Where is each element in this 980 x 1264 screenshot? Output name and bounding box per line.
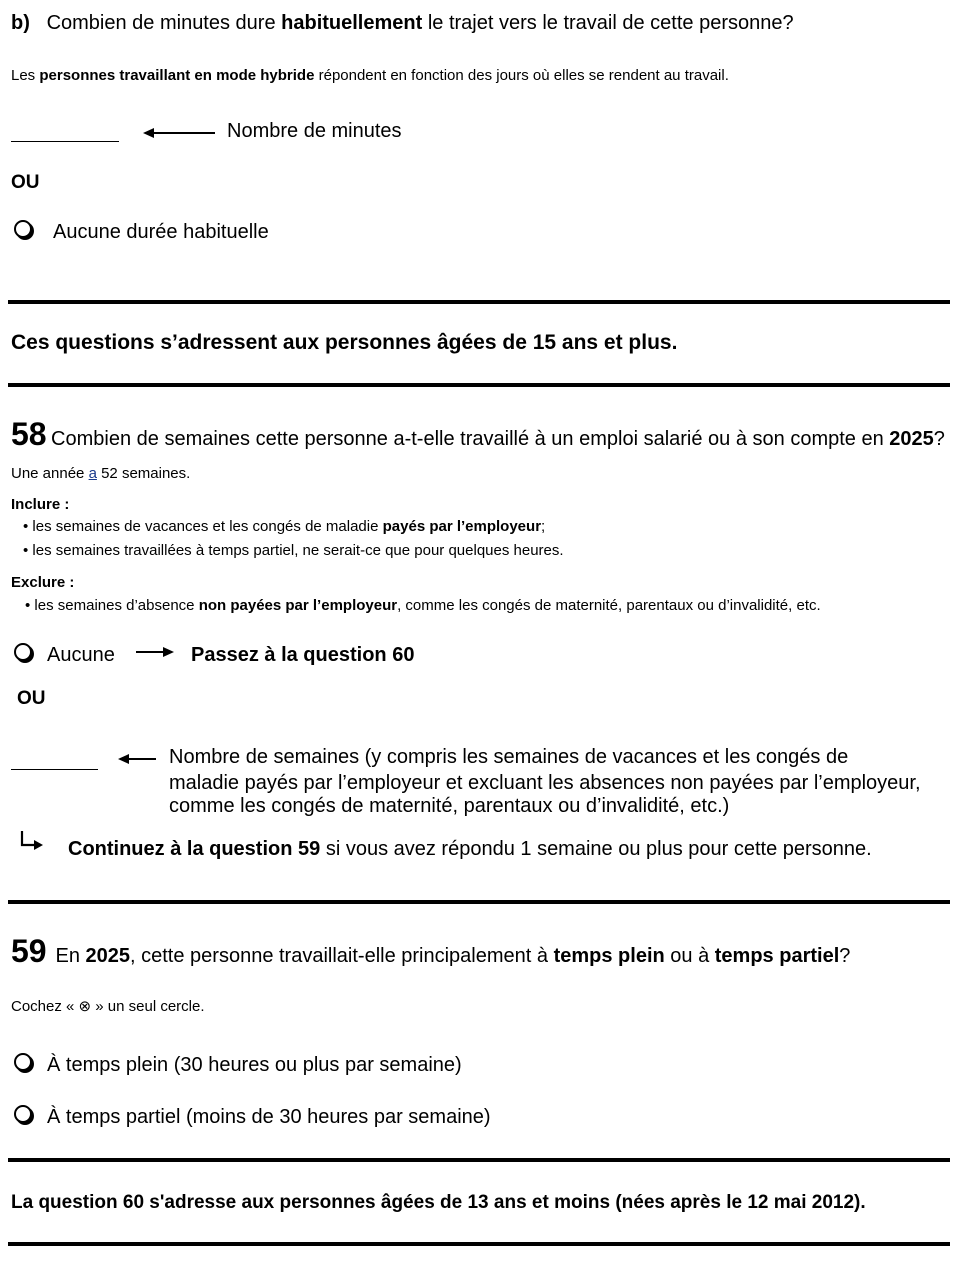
q57b-label: b)	[11, 12, 30, 34]
q58-include-item-2: • les semaines travaillées à temps partiel, ne serait-ce que pour quelques heures.	[23, 542, 564, 559]
q58-year: 2025	[889, 428, 934, 450]
q59-text-1: En	[55, 945, 86, 967]
radio-part-time[interactable]	[14, 1105, 32, 1123]
q59-text-2: , cette personne travaillait-elle principalement à	[130, 945, 554, 967]
q57b-text-2: le trajet vers le travail de cette personne?	[422, 12, 794, 34]
weeks-input[interactable]	[11, 769, 98, 770]
skip-to-q60: Passez à la question 60	[191, 644, 415, 666]
q57b-note-1: Les	[11, 67, 40, 84]
q57b-note	[11, 67, 729, 84]
q58-note	[11, 465, 190, 482]
q57b-text-1: Combien de minutes dure	[46, 12, 282, 34]
divider	[8, 900, 950, 904]
option-no-weeks: Aucune	[47, 644, 115, 666]
q58-text-2: ?	[933, 428, 945, 450]
q59-text-3: ou à	[664, 945, 715, 967]
q58-note-1: Une année	[11, 465, 89, 482]
q58-text-1: Combien de semaines cette personne a-t-elle travaillé à un emploi salarié ou à son compte en	[51, 428, 890, 450]
q58-or: OU	[17, 688, 46, 709]
radio-no-weeks[interactable]	[14, 643, 32, 661]
divider	[8, 383, 950, 387]
q57b-note-bold: personnes travaillant en mode hybride	[39, 67, 315, 84]
banner-15-plus: Ces questions s’adressent aux personnes âgées de 15 ans et plus.	[11, 331, 678, 354]
q58-number: 58	[11, 416, 47, 452]
q59-year: 2025	[85, 945, 131, 967]
q57b-text-bold: habituellement	[281, 12, 423, 34]
arrow-left-icon	[143, 126, 217, 140]
continue-rest: si vous avez répondu 1 semaine ou plus pour cette personne.	[320, 838, 872, 860]
q58-include-label: Inclure :	[11, 496, 70, 513]
q58-include-item-1	[23, 518, 545, 535]
continue-bold: Continuez à la question 59	[68, 838, 321, 860]
divider	[8, 1158, 950, 1162]
divider	[8, 300, 950, 304]
divider	[8, 1242, 950, 1246]
option-full-time: À temps plein (30 heures ou plus par semaine)	[47, 1054, 462, 1076]
q59-bold-2: temps partiel	[714, 945, 840, 967]
arrow-right-icon	[136, 645, 176, 659]
minutes-input[interactable]	[11, 141, 119, 142]
q59-bold-1: temps plein	[553, 945, 665, 967]
q58-note-link[interactable]: a	[88, 465, 97, 482]
q59-instruction: Cochez « ⊗ » un seul cercle.	[11, 998, 205, 1015]
q59-number: 59	[11, 933, 47, 969]
q57b-note-2: répondent en fonction des jours où elles se rendent au travail.	[314, 67, 729, 84]
weeks-label-line-3: comme les congés de maternité, parentaux ou d’invalidité, etc.)	[169, 795, 730, 817]
option-no-usual-duration: Aucune durée habituelle	[53, 221, 269, 243]
q58-include-1b: payés par l’employeur	[382, 518, 542, 535]
q57b-or: OU	[11, 172, 40, 193]
q58-exclude-item-1	[25, 597, 821, 614]
banner-13-under: La question 60 s'adresse aux personnes âgées de 13 ans et moins (nées après le 12 mai 2012).	[11, 1192, 866, 1213]
q58-include-1a: • les semaines de vacances et les congés de maladie	[23, 518, 383, 535]
q58-exclude-1c: , comme les congés de maternité, parentaux ou d’invalidité, etc.	[397, 597, 821, 614]
q58-include-1c: ;	[541, 518, 546, 535]
q58-exclude-1a: • les semaines d’absence	[25, 597, 199, 614]
continue-instruction	[68, 838, 872, 861]
q58-exclude-1b: non payées par l’employeur	[198, 597, 398, 614]
minutes-label: Nombre de minutes	[227, 120, 402, 142]
q58-exclude-label: Exclure :	[11, 574, 75, 591]
radio-no-usual-duration[interactable]	[14, 220, 32, 238]
arrow-left-icon	[118, 752, 158, 766]
weeks-label-line-1: Nombre de semaines (y compris les semaines de vacances et les congés de	[169, 746, 849, 768]
q58-question	[11, 416, 945, 453]
q57b-question	[11, 12, 794, 35]
return-arrow-icon	[20, 831, 46, 853]
option-part-time: À temps partiel (moins de 30 heures par semaine)	[47, 1106, 491, 1128]
radio-full-time[interactable]	[14, 1053, 32, 1071]
q58-note-2: 52 semaines.	[96, 465, 191, 482]
q59-question	[11, 933, 850, 970]
q59-text-4: ?	[839, 945, 851, 967]
weeks-label-line-2: maladie payés par l’employeur et excluant les absences non payées par l’employeur,	[169, 772, 921, 794]
